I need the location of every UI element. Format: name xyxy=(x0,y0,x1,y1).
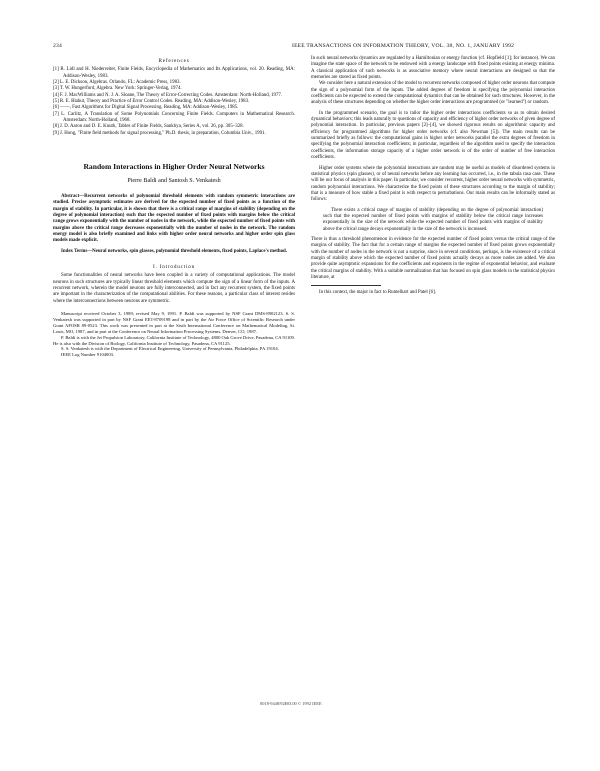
reference-item: [1] R. Lidl and H. Niederreiter, Finite Fields, Encyclopedia of Mathematics and Its Applications, vol. 20. Reading, MA: Addison-Wesley, 1983. xyxy=(53,67,295,79)
reference-item: [6] ——, Fast Algorithms for Digital Signal Processing. Reading, MA: Addison-Wesley, 1985. xyxy=(53,105,239,111)
body-paragraph: In such neural networks dynamics are regulated by a Hamiltonian or energy function (cf. Hopfield [1]; for instance). We can imagine the state space of the network to be endowed with a energy landscape with fixed points existing at energy minima. A classical application of such networks is as associative memory where neural interactions are designed so that the memories are stored as fixed points. xyxy=(311,56,555,81)
body-paragraph: We consider here a natural extension of the model to recurrent networks composed of higher order neurons that compute the sign of a polynomial form of the inputs. The added degrees of freedom in specifying the polynomial interaction coefficients can be expected to extend the computational dynamics that can be obtained for such structures. However, in the analysis of these structures depending on whether the higher order interactions are programmed (or "learned") or random. xyxy=(311,81,555,106)
abstract: Abstract—Recurrent networks of polynomial threshold elements with random symmetric interactions are studied. Precise asymptotic estimates are derived for the expected number of fixed points as a function of the margin of stability. In particular, it is shown that there is a critical range of margins of stability (depending on the degree of polynomial interaction) such that the expected number of fixed points with margins below the critical range grows exponentially with the number of nodes in the network, while the expected number of fixed points with margins above the critical range decreases exponentially with the number of nodes in the network. The random energy model is also briefly examined and links with higher order neural networks and higher order spin glass models made explicit. xyxy=(53,193,295,244)
left-column xyxy=(53,56,295,358)
reference-item: [5] R. E. Blahut, Theory and Practice of Error Control Codes. Reading, MA: Addison-Wesley, 1983. xyxy=(53,99,250,105)
paper-title: Random Interactions in Higher Order Neural Networks xyxy=(83,162,265,172)
main-result-statement: There exists a critical range of margins of stability (depending on the degree of polynomial interaction) such that the expected number of fixed points with margins of stability below the critical range increases exponentially in the size of the network while the expected number of fixed points with margins of stability above the critical range decays exponentially in the size of the network is increased. xyxy=(323,207,543,232)
footnote: S. S. Venkatesh is with the Department of Electrical Engineering, University of Pennsylvania, Philadelphia, PA 19104. xyxy=(61,346,279,352)
intro-paragraph: Some functionalities of neural networks have been coupled in a variety of computational applications. The model neurons in such structures are typically linear threshold elements which compute the sign of a linear form of the inputs. A recurrent network, wherein the model neurons are fully interconnected, and in fact any recurrent system, the fixed points are important in the characterization of the computational abilities. For these reasons, a particular class of interest resides where the interconnections between neurons are symmetric. xyxy=(53,273,295,304)
footnote: P. Baldi is with the Jet Propulsion Laboratory, California Institute of Technology, 4800 Oak Grove Drive, Pasadena, CA 91109. He is also with the Division of Biology, California Institute of Technology, Pasadena, CA 91125. xyxy=(53,334,295,346)
references-heading: References xyxy=(158,58,190,64)
footnote: IEEE Log Number 9104003. xyxy=(61,352,115,358)
body-paragraph: There is thus a threshold phenomenon in evidence for the expected number of fixed points versus the critical range of the margins of stability. The fact that for a certain range of margins the expected number of fixed points grows exponentially with the number of nodes in the network is not a surprise, since in several conditions, perhaps, is the existence of a critical margin of stability above which the expected number of fixed points actually decays as more nodes are added. We also provide quite asymptotic expansions for the coefficients and exponents in the regime of exponential behavior, and evaluate the critical margins of stability. With a suitable normalization that has focused on spin glass models in the statistical physics literature, at xyxy=(311,236,555,280)
reference-item: [4] F. J. MacWilliams and N. J. A. Sloane, The Theory of Error-Correcting Codes. Amsterdam: North-Holland, 1977. xyxy=(53,92,283,98)
intro-heading: I. Introduction xyxy=(153,263,195,270)
footnote-rule xyxy=(311,285,381,286)
footnote: Manuscript received October 3, 1989; revised May 9, 1991. P. Baldi was supported by NSF Grant DMS-8902123. S. S. Venkatesh was supported in part by NSF Grant EET-8709198 and in part by the Air Force Office of Scientific Research under Grant AFOSR 89-0523. This work was presented in part at the Sixth International Conference on Mathematical Modeling, St. Louis, MO, 1987, and in part at the Conference on Neural Information Processing Systems, Denver, CO, 1987. xyxy=(53,310,295,334)
copyright-line: 0018-9448/92$03.00 © 1992 IEEE xyxy=(260,701,322,706)
body-paragraph: In the programmed scenario, the goal is to tailor the higher order interactions coefficients so as to obtain desired dynamical behaviors; this leads naturally to questions of capacity and efficiency of higher order networks of given degree of polynomial interaction. In particular, previous papers [2]–[4], we showed rigorous results on algorithmic capacity and efficiency for programmed algorithms for higher order networks (cf. also Newman [5]). The main results can be summarized briefly as follows: the computational gains in higher order networks parallel the extra degrees of freedom in specifying the polynomial interaction coefficients; in particular, regardless of the algorithm used to specify the interaction coefficients, the information storage capacity of a higher order network is of the order of number of free interaction coefficients. xyxy=(311,110,555,161)
page-number: 234 xyxy=(53,43,62,49)
index-terms: Index Terms—Neural networks, spin glasses, polynomial threshold elements, fixed points, Laplace's method. xyxy=(61,248,287,254)
running-title: IEEE TRANSACTIONS ON INFORMATION THEORY, VOL. 38, NO. 1, JANUARY 1992 xyxy=(292,43,515,49)
reference-item: [2] L. E. Dickson, Algebras. Orlando, FL: Academic Press, 1983. xyxy=(53,80,181,86)
reference-list xyxy=(53,67,295,137)
reference-item: [3] T. W. Hungerford, Algebra. New York: Springer-Verlag, 1974. xyxy=(53,86,182,92)
right-footnote: In this context, the major in fact to Rumelhart and Patel [6]. xyxy=(319,290,436,296)
reference-item: [8] J. D. Aaron and D. E. Knuth, Tables of Finite Fields, Sankhya, Series A, vol. 26, pp. 305–328. xyxy=(53,124,244,130)
reference-item: [7] L. Carlitz, A Translation of Some Polynomials Concerning Finite Fields. Computers in Mathematical Research. Amsterdam: North-Holland, 1968. xyxy=(53,111,295,124)
body-paragraph: Higher order systems where the polynomial interactions are random may be useful as models of disordered systems in statistical physics (spin glasses), or of neural networks before any learning has occurred, i.e., in the tabula rasa case. These will be our focus of analysis in this paper. In particular, we consider recurrent, higher order neural networks with symmetric, random polynomial interactions. We characterize the fixed points of these structures according to the margin of stability; that is a measure of how stable a fixed point is with respect to perturbations. Our main results can be informally stated as follows: xyxy=(311,165,555,203)
paper-authors: Pierre Baldi and Santosh S. Venkatesh xyxy=(127,178,221,185)
footnotes xyxy=(53,311,295,358)
right-column xyxy=(311,56,555,297)
reference-item: [9] J. Hong, "Finite field methods for signal processing," Ph.D. thesis, in preparation, Columbia Univ., 1991. xyxy=(53,130,266,136)
